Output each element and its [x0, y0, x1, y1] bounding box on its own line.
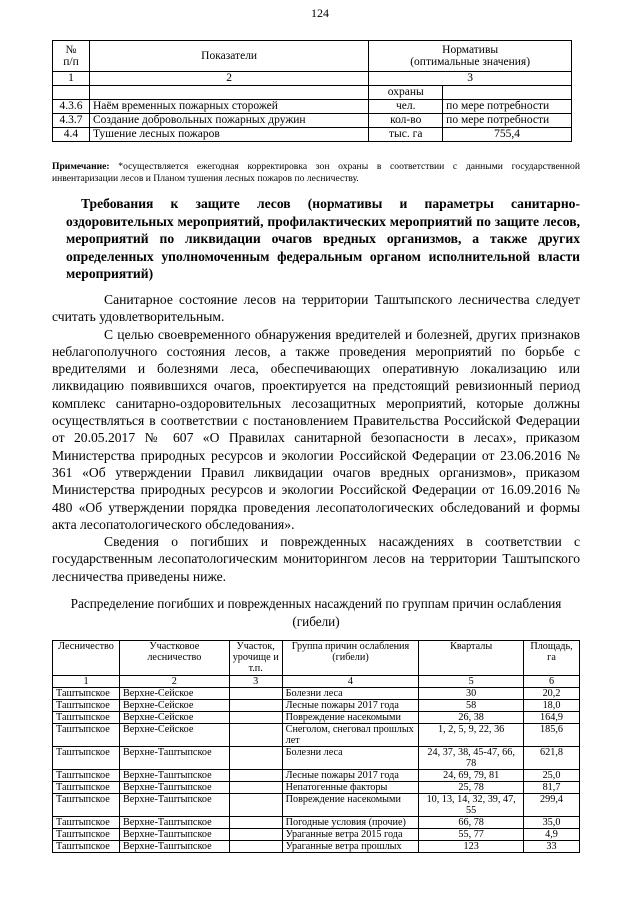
header-cell: Нормативы (оптимальные значения) [369, 41, 572, 72]
table-cell [89, 86, 368, 100]
unit-cell: тыс. га [369, 128, 443, 142]
header-cell: Группа причин ослабления (гибели) [282, 641, 419, 676]
area-cell: 20,2 [524, 688, 580, 700]
area-cell: 35,0 [524, 817, 580, 829]
quarters-cell: 24, 69, 79, 81 [419, 770, 524, 782]
header-cell: Лесничество [53, 641, 120, 676]
table-caption: Распределение погибших и поврежденных насаждений по группам причин ослабления (гибели) [70, 596, 562, 629]
column-number-row [53, 72, 572, 86]
note-text: *осуществляется ежегодная корректировка зон охраны в соответствии с данными государственной инвентаризации лесов и Планом тушения лесных пожаров по лесничеству. [52, 161, 580, 184]
district-cell: Верхне-Сейское [119, 688, 229, 700]
forestry-cell: Таштыпское [53, 747, 120, 770]
note-label: Примечание: [52, 161, 110, 172]
area-cell: 18,0 [524, 700, 580, 712]
unit-cell: охраны [369, 86, 443, 100]
header-row [53, 41, 572, 72]
column-number: 1 [53, 72, 90, 86]
forestry-cell: Таштыпское [53, 829, 120, 841]
column-number: 4 [282, 676, 419, 688]
quarters-cell: 25, 78 [419, 782, 524, 794]
forestry-cell: Таштыпское [53, 817, 120, 829]
quarters-cell: 1, 2, 5, 9, 22, 36 [419, 724, 524, 747]
section-heading: Требования к защите лесов (нормативы и параметры санитарно-оздоровительных мероприятий, профилактических мероприятий по защите лесов, мероприятий по ликвидации очагов вредных организмов, а также других определенных уполномоченным федеральным органом исполнительной власти мероприятий) [66, 196, 580, 281]
site-cell [229, 712, 282, 724]
norm-value: 755,4 [443, 128, 572, 142]
header-cell: № п/п [53, 41, 90, 72]
quarters-cell: 123 [419, 841, 524, 853]
column-number-row [53, 676, 580, 688]
body-text [52, 291, 580, 585]
paragraph: Сведения о погибших и поврежденных насаждениях в соответствии с государственным лесопатологическим мониторингом лесов на территории Таштыпского лесничества приведены ниже. [52, 534, 580, 584]
district-cell: Верхне-Таштыпское [119, 829, 229, 841]
quarters-cell: 30 [419, 688, 524, 700]
paragraph: Санитарное состояние лесов на территории Таштыпского лесничества следует считать удовлетворительным. [52, 292, 580, 325]
site-cell [229, 829, 282, 841]
page-number: 124 [311, 6, 329, 20]
forestry-cell: Таштыпское [53, 841, 120, 853]
area-cell: 33 [524, 841, 580, 853]
table-row [53, 782, 580, 794]
forestry-cell: Таштыпское [53, 782, 120, 794]
cause-cell: Погодные условия (прочие) [282, 817, 419, 829]
norm-value: по мере потребности [443, 100, 572, 114]
table-cell [53, 86, 90, 100]
table-row [53, 114, 572, 128]
site-cell [229, 841, 282, 853]
forestry-cell: Таштыпское [53, 724, 120, 747]
column-number: 2 [89, 72, 368, 86]
area-cell: 621,8 [524, 747, 580, 770]
cause-cell: Болезни леса [282, 688, 419, 700]
quarters-cell: 10, 13, 14, 32, 39, 47, 55 [419, 794, 524, 817]
table-row [53, 712, 580, 724]
cause-cell: Снеголом, снеговал прошлых лет [282, 724, 419, 747]
district-cell: Верхне-Таштыпское [119, 841, 229, 853]
forestry-cell: Таштыпское [53, 712, 120, 724]
cause-cell: Ураганные ветра прошлых [282, 841, 419, 853]
table-row [53, 100, 572, 114]
cause-cell: Повреждение насекомыми [282, 712, 419, 724]
table-row [53, 700, 580, 712]
paragraph: С целью своевременного обнаружения вредителей и болезней, других признаков неблагополучного состояния лесов, а также проведения мероприятий по борьбе с вредителями и болезнями леса, обеспечивающих оперативную локализацию или ликвидацию появившихся очагов, проектируется на предстоящий ревизионный период комплекс санитарно-оздоровительных лесозащитных мероприятий, которые должны осуществляться в соответствии с постановлением Правительства Российской Федерации от 20.05.2017 № 607 «О Правилах санитарной безопасности в лесах», приказом Министерства природных ресурсов и экологии Российской Федерации от 23.06.2016 № 361 «Об утверждении Правил ликвидации очагов вредных организмов», приказом Министерства природных ресурсов и экологии Российской Федерации от 16.09.2016 № 480 «Об утверждении порядка проведения лесопатологических обследований и формы акта лесопатологического обследования». [52, 326, 580, 532]
area-cell: 185,6 [524, 724, 580, 747]
cause-cell: Повреждение насекомыми [282, 794, 419, 817]
table-row [53, 688, 580, 700]
district-cell: Верхне-Сейское [119, 724, 229, 747]
cause-cell: Лесные пожары 2017 года [282, 770, 419, 782]
header-cell: Площадь, га [524, 641, 580, 676]
table-row [53, 128, 572, 142]
column-number: 3 [229, 676, 282, 688]
cause-cell: Непатогенные факторы [282, 782, 419, 794]
site-cell [229, 794, 282, 817]
cause-cell: Лесные пожары 2017 года [282, 700, 419, 712]
indicator-name: Тушение лесных пожаров [89, 128, 368, 142]
district-cell: Верхне-Таштыпское [119, 794, 229, 817]
table-row [53, 747, 580, 770]
forestry-cell: Таштыпское [53, 794, 120, 817]
header-row [53, 641, 580, 676]
forestry-cell: Таштыпское [53, 688, 120, 700]
table-row [53, 841, 580, 853]
site-cell [229, 724, 282, 747]
header-cell: Кварталы [419, 641, 524, 676]
district-cell: Верхне-Таштыпское [119, 817, 229, 829]
area-cell: 25,0 [524, 770, 580, 782]
site-cell [229, 747, 282, 770]
table-note [52, 161, 580, 185]
cause-cell: Болезни леса [282, 747, 419, 770]
area-cell: 4,9 [524, 829, 580, 841]
damage-table [52, 640, 580, 853]
site-cell [229, 817, 282, 829]
column-number: 1 [53, 676, 120, 688]
area-cell: 81,7 [524, 782, 580, 794]
quarters-cell: 55, 77 [419, 829, 524, 841]
forestry-cell: Таштыпское [53, 700, 120, 712]
unit-cell: чел. [369, 100, 443, 114]
site-cell [229, 782, 282, 794]
site-cell [229, 688, 282, 700]
unit-cell: кол-во [369, 114, 443, 128]
district-cell: Верхне-Сейское [119, 700, 229, 712]
area-cell: 164,9 [524, 712, 580, 724]
column-number: 5 [419, 676, 524, 688]
quarters-cell: 66, 78 [419, 817, 524, 829]
quarters-cell: 26, 38 [419, 712, 524, 724]
indicator-name: Создание добровольных пожарных дружин [89, 114, 368, 128]
norms-table [52, 40, 572, 142]
cause-cell: Ураганные ветра 2015 года [282, 829, 419, 841]
district-cell: Верхне-Сейское [119, 712, 229, 724]
site-cell [229, 700, 282, 712]
row-number: 4.4 [53, 128, 90, 142]
district-cell: Верхне-Таштыпское [119, 747, 229, 770]
table-row [53, 724, 580, 747]
quarters-cell: 58 [419, 700, 524, 712]
header-cell: Показатели [89, 41, 368, 72]
table-row [53, 86, 572, 100]
norm-value: по мере потребности [443, 114, 572, 128]
header-cell: Участковое лесничество [119, 641, 229, 676]
table-row [53, 817, 580, 829]
row-number: 4.3.7 [53, 114, 90, 128]
forestry-cell: Таштыпское [53, 770, 120, 782]
table-row [53, 829, 580, 841]
district-cell: Верхне-Таштыпское [119, 782, 229, 794]
row-number: 4.3.6 [53, 100, 90, 114]
column-number: 3 [369, 72, 572, 86]
header-cell: Участок, урочище и т.п. [229, 641, 282, 676]
column-number: 6 [524, 676, 580, 688]
table-row [53, 770, 580, 782]
district-cell: Верхне-Таштыпское [119, 770, 229, 782]
column-number: 2 [119, 676, 229, 688]
quarters-cell: 24, 37, 38, 45-47, 66, 78 [419, 747, 524, 770]
area-cell: 299,4 [524, 794, 580, 817]
table-row [53, 794, 580, 817]
site-cell [229, 770, 282, 782]
table-cell [443, 86, 572, 100]
indicator-name: Наём временных пожарных сторожей [89, 100, 368, 114]
